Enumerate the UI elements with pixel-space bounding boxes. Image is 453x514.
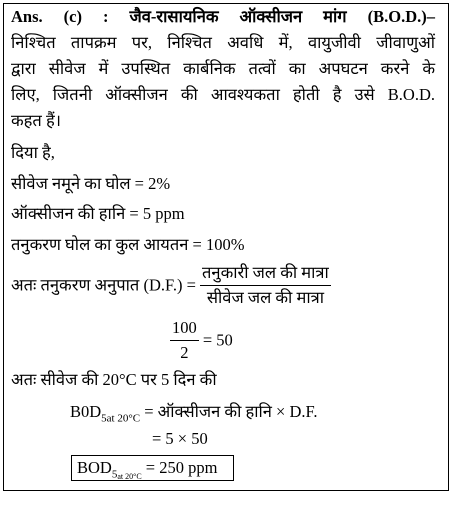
ratio-fraction <box>170 318 199 363</box>
ratio-equation <box>170 318 233 363</box>
ratio-denominator: 2 <box>180 343 189 362</box>
definition-line-1: निश्चित तापक्रम पर, निश्चित अवधि में, वायुजीवी जीवाणुओं <box>11 33 435 52</box>
ratio-result: = 50 <box>202 330 233 350</box>
bod-calculation: = 5 × 50 <box>152 429 208 448</box>
bod-subscript: 5at 20°C <box>101 412 141 425</box>
answer-label: Ans. (c) : <box>11 7 109 26</box>
given-heading: दिया है, <box>11 143 55 162</box>
definition-line-3: लिए, जितनी ऑक्सीजन की आवश्यकता होती है उसे B.O.D. <box>11 85 435 104</box>
conclusion-line: अतः सीवेज की 20°C पर 5 दिन की <box>11 370 217 389</box>
dilution-denominator: सीवेज जल की मात्रा <box>206 288 324 307</box>
given-oxygen-loss: ऑक्सीजन की हानि = 5 ppm <box>11 204 185 223</box>
dilution-factor-equation <box>11 263 331 308</box>
given-sewage-sample: सीवेज नमूने का घोल = 2% <box>11 174 171 193</box>
given-total-volume: तनुकरण घोल का कुल आयतन = 100% <box>11 235 245 254</box>
answer-header <box>11 6 435 28</box>
definition-line-2: द्वारा सीवेज में उपस्थित कार्बनिक तत्वों का अपघटन करने के <box>11 59 435 78</box>
answer-title: जैव-रासायनिक ऑक्सीजन मांग <box>129 7 347 26</box>
final-bod-subscript-2: at 20°C <box>117 472 142 481</box>
bod-formula-rhs: = ऑक्सीजन की हानि × D.F. <box>144 402 318 421</box>
final-bod-value: = 250 ppm <box>145 458 218 477</box>
final-answer <box>77 457 217 488</box>
final-bod-subscript: 5 <box>111 468 118 481</box>
answer-title-abbr: (B.O.D.)– <box>367 7 435 26</box>
bod-formula <box>70 401 318 429</box>
final-bod-label: BOD <box>77 458 112 477</box>
dilution-factor-prefix: अतः तनुकरण अनुपात (D.F.) = <box>11 275 196 295</box>
definition-line-4: कहत हैं। <box>11 111 61 130</box>
ratio-numerator: 100 <box>170 318 199 341</box>
dilution-numerator: तनुकारी जल की मात्रा <box>200 263 331 286</box>
bod-label: B0D <box>70 402 102 421</box>
dilution-fraction <box>200 263 331 308</box>
